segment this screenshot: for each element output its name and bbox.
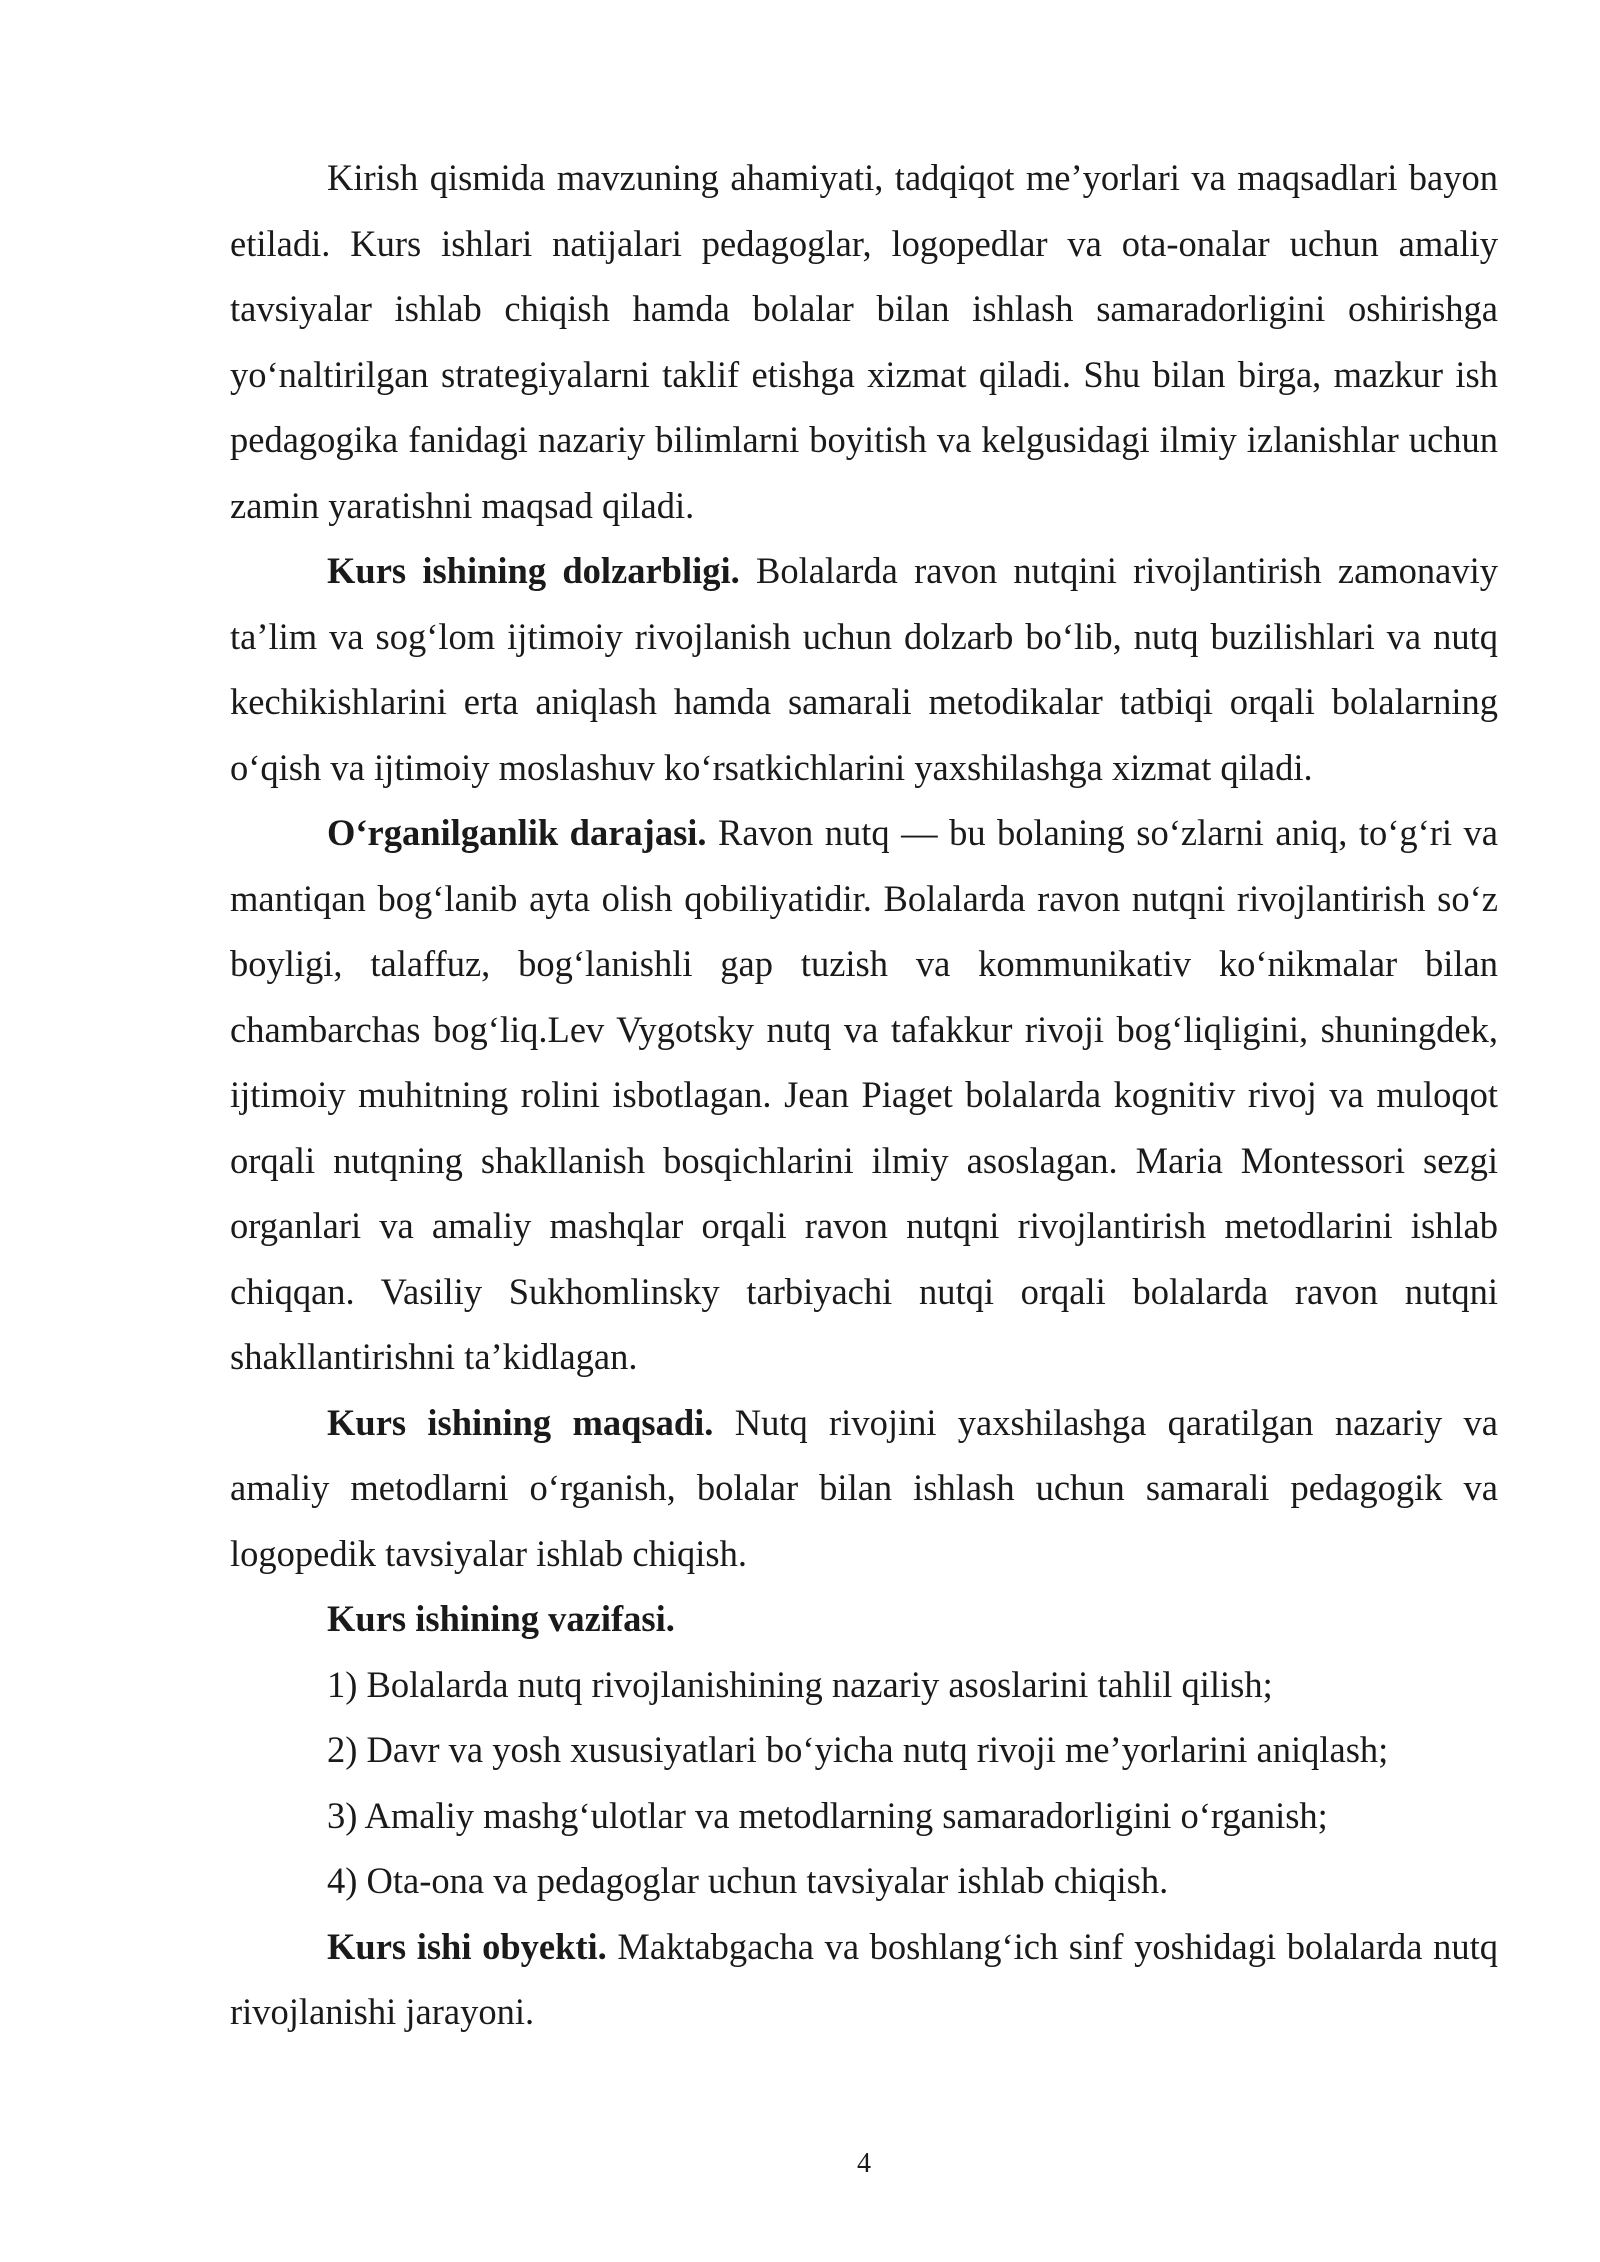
task-item-4: 4) Ota-ona va pedagoglar uchun tavsiyalar ishlab chiqish. bbox=[327, 1860, 1169, 1901]
page-number: 4 bbox=[857, 2148, 871, 2179]
object-text: Maktabgacha va boshlang‘ich sinf yoshidagi bolalarda nutq rivojlanishi jarayoni. bbox=[230, 1925, 1498, 2032]
task-item-2: 2) Davr va yosh xususiyatlari bo‘yicha nutq rivoji me’yorlarini aniqlash; bbox=[327, 1729, 1389, 1770]
study-level-text: Ravon nutq — bu bolaning so‘zlarni aniq, to‘g‘ri va mantiqan bog‘lanib ayta olish qobiliyatidir. Bolalarda ravon nutqni rivojlantirish so‘z boyligi, talaffuz, bog‘lanishli gap tuzish va kommunikativ ko‘nikmalar bilan chambarchas bog‘liq.Lev Vygotsky nutq va tafakkur rivoji bog‘liqligini, shuningdek, ijtimoiy muhitning rolini isbotlagan. Jean Piaget bolalarda kognitiv rivoj va muloqot orqali nutqning shakllanish bosqichlarini ilmiy asoslagan. Maria Montessori sezgi organlari va amaliy mashqlar orqali ravon nutqni rivojlantirish metodlarini ishlab chiqqan. Vasiliy Sukhomlinsky tarbiyachi nutqi orqali bolalarda ravon nutqni shakllantirishni ta’kidlagan. bbox=[230, 812, 1498, 1377]
task-item-3: 3) Amaliy mashg‘ulotlar va metodlarning samaradorligini o‘rganish; bbox=[327, 1794, 1328, 1836]
goal-heading: Kurs ishining maqsadi. bbox=[327, 1401, 714, 1443]
tasks-heading: Kurs ishining vazifasi. bbox=[327, 1598, 675, 1639]
study-level-paragraph bbox=[230, 800, 1498, 1390]
object-paragraph bbox=[230, 1914, 1498, 2045]
study-level-heading: O‘rganilganlik darajasi. bbox=[327, 812, 707, 853]
task-item-1: 1) Bolalarda nutq rivojlanishining nazariy asoslarini tahlil qilish; bbox=[327, 1663, 1273, 1705]
goal-paragraph bbox=[230, 1390, 1498, 1587]
document-page bbox=[230, 145, 1498, 2045]
object-heading: Kurs ishi obyekti. bbox=[327, 1925, 607, 1967]
relevance-paragraph bbox=[230, 538, 1498, 800]
relevance-text: Bolalarda ravon nutqini rivojlantirish zamonaviy ta’lim va sog‘lom ijtimoiy rivojlanish uchun dolzarb bo‘lib, nutq buzilishlari va nutq kechikishlarini erta aniqlash hamda samarali metodikalar tatbiqi orqali bolalarning o‘qish va ijtimoiy moslashuv ko‘rsatkichlarini yaxshilashga xizmat qiladi. bbox=[230, 550, 1498, 788]
goal-text: Nutq rivojini yaxshilashga qaratilgan nazariy va amaliy metodlarni o‘rganish, bolalar bilan ishlash uchun samarali pedagogik va logopedik tavsiyalar ishlab chiqish. bbox=[230, 1401, 1498, 1574]
intro-paragraph: Kirish qismida mavzuning ahamiyati, tadqiqot me’yorlari va maqsadlari bayon etiladi. Kurs ishlari natijalari pedagoglar, logopedlar va ota-onalar uchun amaliy tavsiyalar ishlab chiqish hamda bolalar bilan ishlash samaradorligini oshirishga yo‘naltirilgan strategiyalarni taklif etishga xizmat qiladi. Shu bilan birga, mazkur ish pedagogika fanidagi nazariy bilimlarni boyitish va kelgusidagi ilmiy izlanishlar uchun zamin yaratishni maqsad qiladi. bbox=[230, 157, 1498, 526]
relevance-heading: Kurs ishining dolzarbligi. bbox=[327, 550, 740, 591]
